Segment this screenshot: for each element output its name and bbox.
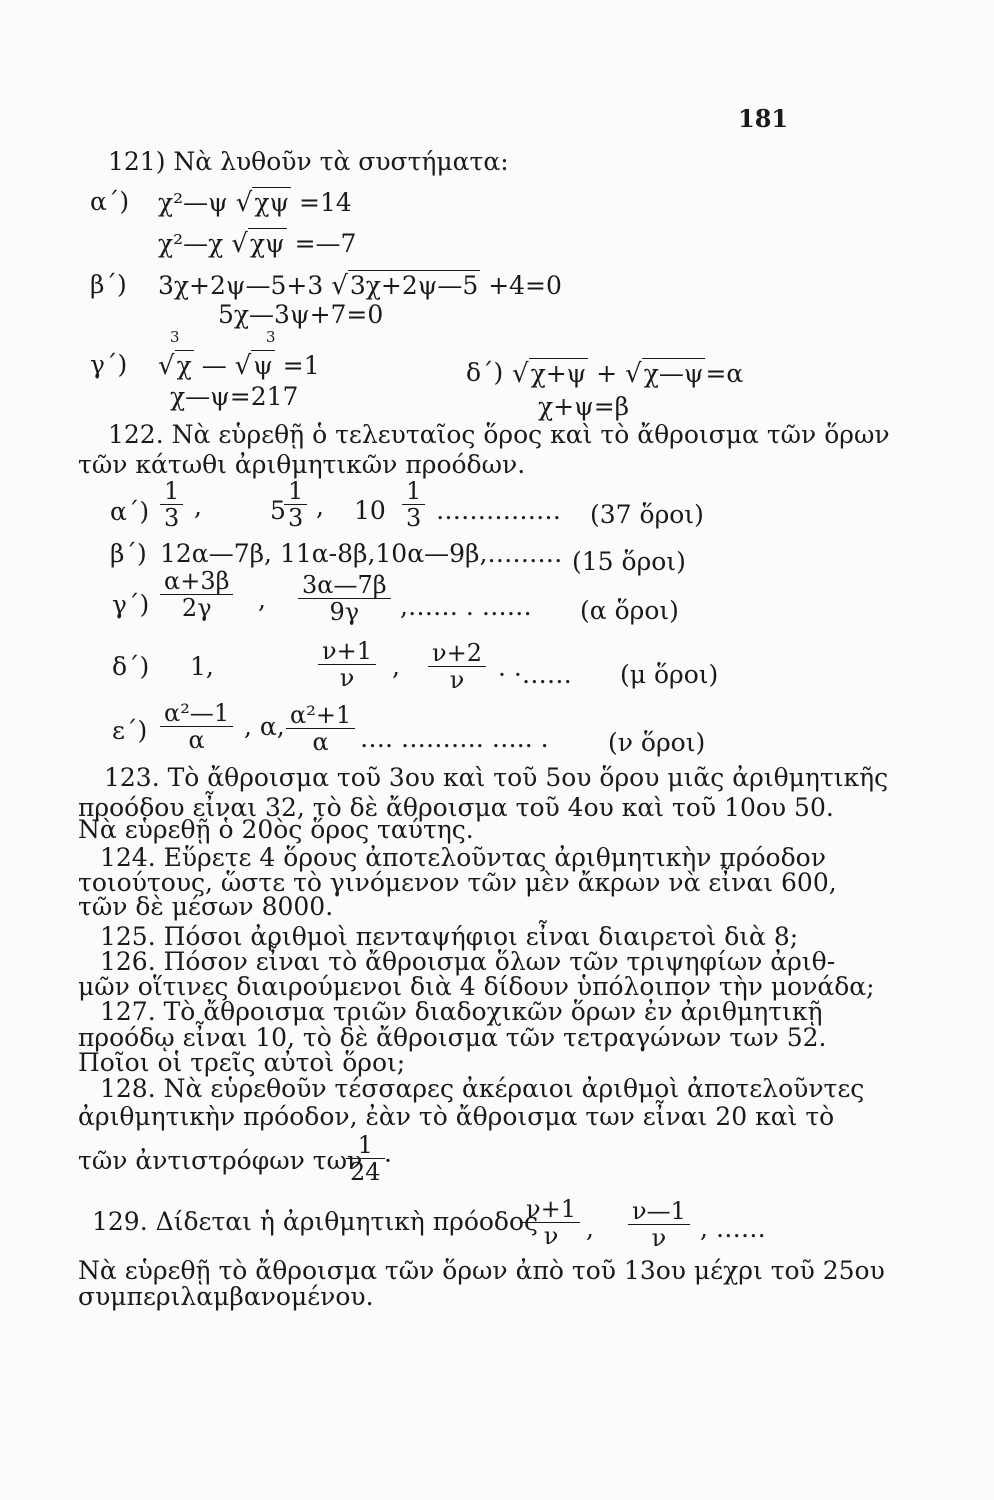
p121-d-label: δ΄) (466, 358, 504, 387)
p123-line1: 123. Τὸ ἄθροισμα τοῦ 3ου καὶ τοῦ 5ου ὅρου μιᾶς ἀριθμητικῆς (104, 763, 889, 792)
p121-d-eq1: √χ+ψ + √χ—ψ=α (512, 359, 744, 389)
p122-a-term2-frac: $\frac{1}{3}$ (284, 478, 307, 531)
p128-line2: ἀριθμητικὴν πρόοδον, ἐὰν τὸ ἄθροισμα των εἶναι 20 καὶ τὸ (78, 1102, 835, 1131)
p121-c-index2: 3 (266, 328, 276, 346)
p122-b-count: (15 ὅροι) (572, 547, 686, 576)
p122-e-mid: , α, (244, 712, 285, 741)
p129-comma1: , (586, 1214, 594, 1243)
p122-e-term1: $\frac{\text{α²—1}}{\alpha}$ (160, 700, 233, 753)
p127-line3: Ποῖοι οἱ τρεῖς αὐτοὶ ὅροι; (78, 1048, 406, 1077)
p129-line2: Νὰ εὑρεθῇ τὸ ἄθροισμα τῶν ὅρων ἀπὸ τοῦ 13ου μέχρι τοῦ 25ου (78, 1256, 885, 1285)
p129-dots: , …… (700, 1214, 766, 1243)
p121-title: 121) Νὰ λυθοῦν τὰ συστήματα: (108, 147, 509, 176)
p122-d-comma: , (392, 652, 400, 681)
p121-b-label: β΄) (90, 270, 127, 299)
p122-b-label: β΄) (110, 539, 147, 568)
p122-e-label: ε΄) (112, 716, 148, 745)
p122-a-term2-whole: 5 (270, 496, 286, 525)
p128-fraction: $\frac{1}{24}$ (346, 1132, 385, 1185)
p129-line3: συμπεριλαμβανομένου. (78, 1282, 374, 1311)
p129-term2: $\frac{\nu—1}{\nu}$ (628, 1198, 690, 1251)
p122-line1: 122. Νὰ εὑρεθῇ ὁ τελευταῖος ὅρος καὶ τὸ ἄθροισμα τῶν ὅρων (108, 420, 890, 449)
page-number: 181 (738, 104, 789, 133)
p123-line3: Νὰ εὑρεθῇ ὁ 20ὸς ὅρος ταύτης. (78, 815, 474, 844)
p122-e-dots: …. ………. ….. . (360, 724, 549, 753)
p121-c-eq1: √χ — √ψ =1 (158, 351, 320, 381)
p129-term1: $\frac{\nu+1}{\nu}$ (522, 1196, 580, 1249)
p128-line1: 128. Νὰ εὑρεθοῦν τέσσαρες ἀκέραιοι ἀριθμοὶ ἀποτελοῦντες (100, 1074, 865, 1103)
p122-d-term1: 1, (190, 652, 214, 681)
p122-d-term2: $\frac{\nu+1}{\nu}$ (318, 638, 376, 691)
p122-a-dots: …………… (436, 496, 561, 525)
p122-c-label: γ΄) (112, 590, 150, 619)
p122-c-comma1: , (258, 585, 266, 614)
p122-a-label: α΄) (110, 497, 150, 526)
p121-c-eq2: χ—ψ=217 (170, 382, 299, 411)
p122-d-term3: $\frac{\nu+2}{\nu}$ (428, 640, 486, 693)
p122-a-count: (37 ὅροι) (590, 500, 704, 529)
p122-c-dots: ,…… . …… (400, 592, 532, 621)
p122-a-term3-whole: 10 (354, 496, 386, 525)
p122-e-count: (ν ὅροι) (608, 728, 706, 757)
p122-b-terms: 12α—7β, 11α-8β,10α—9β,……… (160, 539, 563, 568)
p127-line2: προόδῳ εἶναι 10, τὸ δὲ ἄθροισμα τῶν τετραγώνων των 52. (78, 1023, 827, 1052)
p124-line3: τῶν δὲ μέσων 8000. (78, 892, 334, 921)
p127-line1: 127. Τὸ ἄθροισμα τριῶν διαδοχικῶν ὅρων ἐν ἀριθμητικῇ (100, 997, 823, 1026)
p121-b-eq1: 3χ+2ψ—5+3 √3χ+2ψ—5 +4=0 (158, 271, 562, 301)
p121-a-eq1: χ²—ψ √χψ =14 (158, 188, 352, 218)
p124-line2: τοιούτους, ὥστε τὸ γινόμενον τῶν μὲν ἄκρων νὰ εἶναι 600, (78, 868, 837, 897)
p121-c-index1: 3 (170, 328, 180, 346)
p122-c-term2: $\frac{3\alpha—7\beta}{9\gamma}$ (298, 572, 391, 625)
p126-line1: 126. Πόσον εἶναι τὸ ἄθροισμα ὅλων τῶν τριψηφίων ἀριθ- (100, 947, 836, 976)
p125-line1: 125. Πόσοι ἀριθμοὶ πενταψήφιοι εἶναι διαιρετοὶ διὰ 8; (100, 922, 799, 951)
p124-line1: 124. Εὕρετε 4 ὅρους ἀποτελοῦντας ἀριθμητικὴν πρόοδον (100, 843, 826, 872)
p128-line3: τῶν ἀντιστρόφων των (78, 1146, 363, 1175)
p122-d-label: δ΄) (112, 652, 150, 681)
p122-a-comma2: , (316, 492, 324, 521)
p122-d-dots: · ·…… (498, 660, 572, 689)
p121-a-eq2: χ²—χ √χψ =—7 (158, 229, 357, 259)
p121-d-eq2: χ+ψ=β (538, 392, 630, 421)
p121-c-label: γ΄) (90, 350, 128, 379)
p122-a-term1: $\frac{1}{3}$ (160, 478, 183, 531)
p128-period: · (384, 1146, 392, 1175)
p122-a-comma1: , (194, 492, 202, 521)
p121-b-eq2: 5χ—3ψ+7=0 (218, 300, 384, 329)
p126-line2: μῶν οἵτινες διαιρούμενοι διὰ 4 δίδουν ὑπόλοιπον τὴν μονάδα; (78, 972, 875, 1001)
p123-line2: προόδου εἶναι 32, τὸ δὲ ἄθροισμα τοῦ 4ου καὶ τοῦ 10ου 50. (78, 793, 834, 822)
p122-d-count: (μ ὅροι) (620, 660, 719, 689)
p122-c-term1: $\frac{\alpha+3\beta}{2\gamma}$ (160, 568, 233, 621)
p129-line1: 129. Δίδεται ἡ ἀριθμητικὴ πρόοδος (92, 1207, 539, 1236)
p122-e-term3: $\frac{\text{α²+1}}{\alpha}$ (286, 702, 355, 755)
p122-c-count: (α ὅροι) (580, 596, 679, 625)
p121-a-label: α΄) (90, 187, 130, 216)
p122-line2: τῶν κάτωθι ἀριθμητικῶν προόδων. (78, 450, 526, 479)
p122-a-term3-frac: $\frac{1}{3}$ (402, 478, 425, 531)
